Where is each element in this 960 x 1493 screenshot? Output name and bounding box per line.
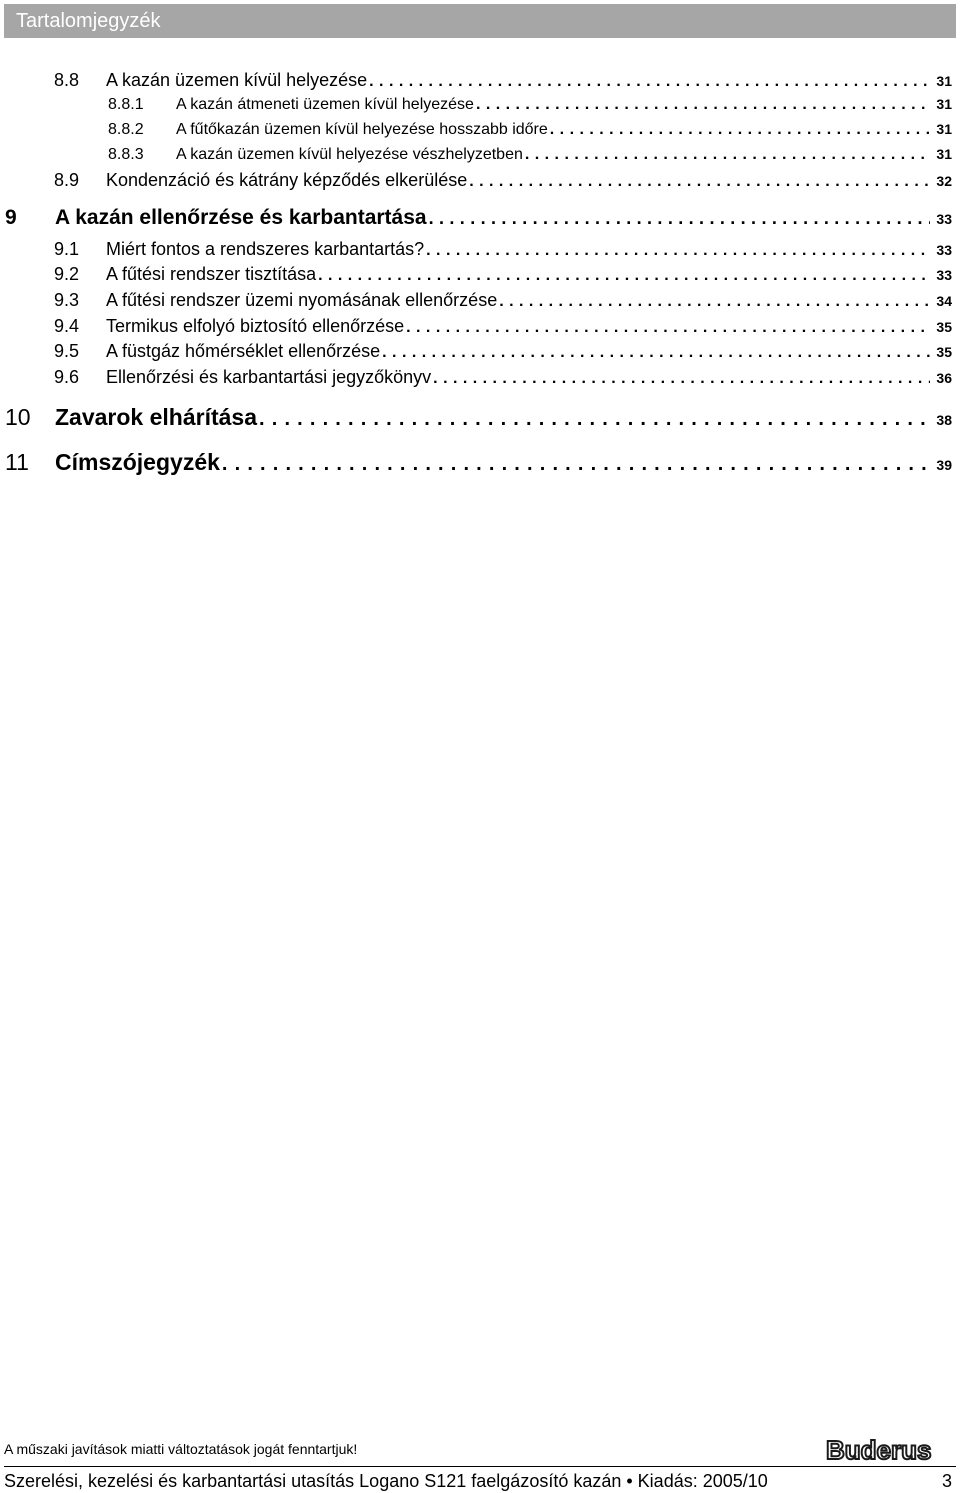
toc-entry-page: 31 xyxy=(936,73,952,89)
footer-divider xyxy=(4,1466,956,1467)
toc-dot-leader xyxy=(550,121,931,139)
toc-entry-title: Miért fontos a rendszeres karbantartás? xyxy=(106,239,425,259)
toc-entry-number: 9.6 xyxy=(54,367,80,387)
toc-chapter-title: A kazán ellenőrzése és karbantartása xyxy=(55,206,427,229)
toc-dot-leader xyxy=(259,408,930,431)
toc-dot-leader xyxy=(406,319,930,337)
toc-entry-title: A fűtőkazán üzemen kívül helyezése hosszabb időre xyxy=(176,121,548,138)
toc-entry-title: Ellenőrzési és karbantartási jegyzőkönyv xyxy=(106,367,432,387)
toc-entry[interactable] xyxy=(108,121,952,139)
toc-entry-number: 8.8.1 xyxy=(108,96,144,113)
toc-dot-leader xyxy=(476,96,930,114)
toc-entry[interactable] xyxy=(54,290,952,311)
toc-entry-page: 33 xyxy=(936,267,952,283)
toc-chapter[interactable] xyxy=(5,404,952,431)
toc-chapter-number: 10 xyxy=(5,404,31,430)
toc-dot-leader xyxy=(222,453,931,476)
toc-entry-page: 35 xyxy=(936,319,952,335)
toc-entry-number: 9.2 xyxy=(54,264,80,284)
toc-dot-leader xyxy=(433,370,930,388)
toc-entry-number: 9.3 xyxy=(54,290,80,310)
header-bar xyxy=(4,4,956,38)
toc-entry-page: 32 xyxy=(936,173,952,189)
toc-dot-leader xyxy=(525,146,931,164)
buderus-logo: Buderus xyxy=(826,1435,932,1465)
footer-disclaimer: A műszaki javítások miatti változtatások jogát fenntartjuk! xyxy=(4,1441,358,1457)
toc-entry-title: A fűtési rendszer üzemi nyomásának ellenőrzése xyxy=(106,290,498,310)
toc-entry[interactable] xyxy=(54,170,952,191)
toc-entry-page: 31 xyxy=(936,146,952,162)
page-title: Tartalomjegyzék xyxy=(16,10,161,32)
toc-entry-page: 34 xyxy=(936,293,952,309)
toc-entry-page: 36 xyxy=(936,370,952,386)
toc-entry-title: A kazán üzemen kívül helyezése vészhelyzetben xyxy=(176,146,523,163)
toc-entry-page: 31 xyxy=(936,96,952,112)
toc-entry-title: A fűtési rendszer tisztítása xyxy=(106,264,317,284)
toc-entry-title: A füstgáz hőmérséklet ellenőrzése xyxy=(106,341,381,361)
toc-dot-leader xyxy=(499,293,930,311)
toc-entry-page: 31 xyxy=(936,121,952,137)
toc-entry-page: 35 xyxy=(936,344,952,360)
toc-chapter-title: Zavarok elhárítása xyxy=(55,404,258,430)
toc-entry-title: Kondenzáció és kátrány képződés elkerülése xyxy=(106,170,468,190)
toc-chapter-number: 9 xyxy=(5,206,17,229)
toc-dot-leader xyxy=(429,208,931,229)
footer-page-number: 3 xyxy=(941,1471,952,1491)
toc-dot-leader xyxy=(318,267,930,285)
toc-entry[interactable] xyxy=(54,264,952,285)
toc-entry-number: 8.9 xyxy=(54,170,80,190)
toc-entry-title: A kazán átmeneti üzemen kívül helyezése xyxy=(176,96,474,113)
toc-chapter-page: 38 xyxy=(936,412,952,428)
toc-entry[interactable] xyxy=(108,146,952,164)
toc-entry-number: 8.8.3 xyxy=(108,146,144,163)
toc-chapter-page: 39 xyxy=(936,457,952,473)
toc-entry-number: 8.8 xyxy=(54,70,80,90)
toc-entry[interactable] xyxy=(54,341,952,362)
toc-entry[interactable] xyxy=(54,70,952,91)
footer-document-info: Szerelési, kezelési és karbantartási utasítás Logano S121 faelgázosító kazán • Kiadás: 2005/10 xyxy=(4,1471,768,1491)
toc-dot-leader xyxy=(426,242,930,260)
toc-entry-number: 9.1 xyxy=(54,239,80,259)
toc-entry-number: 8.8.2 xyxy=(108,121,144,138)
toc-dot-leader xyxy=(469,173,930,191)
toc-chapter[interactable] xyxy=(5,449,952,476)
toc-chapter-page: 33 xyxy=(936,211,952,227)
toc-dot-leader xyxy=(369,73,930,91)
toc-entry-title: Termikus elfolyó biztosító ellenőrzése xyxy=(106,316,405,336)
toc-chapter-title: Címszójegyzék xyxy=(55,449,220,475)
toc-chapter[interactable] xyxy=(5,206,952,230)
toc-entry[interactable] xyxy=(54,239,952,260)
toc-entry-number: 9.4 xyxy=(54,316,80,336)
toc-entry[interactable] xyxy=(54,367,952,388)
toc-entry-number: 9.5 xyxy=(54,341,80,361)
toc-entry[interactable] xyxy=(54,316,952,337)
toc-dot-leader xyxy=(382,344,930,362)
toc-chapter-number: 11 xyxy=(5,449,29,475)
toc-entry-title: A kazán üzemen kívül helyezése xyxy=(106,70,368,90)
toc-entry-page: 33 xyxy=(936,242,952,258)
toc-entry[interactable] xyxy=(108,96,952,114)
